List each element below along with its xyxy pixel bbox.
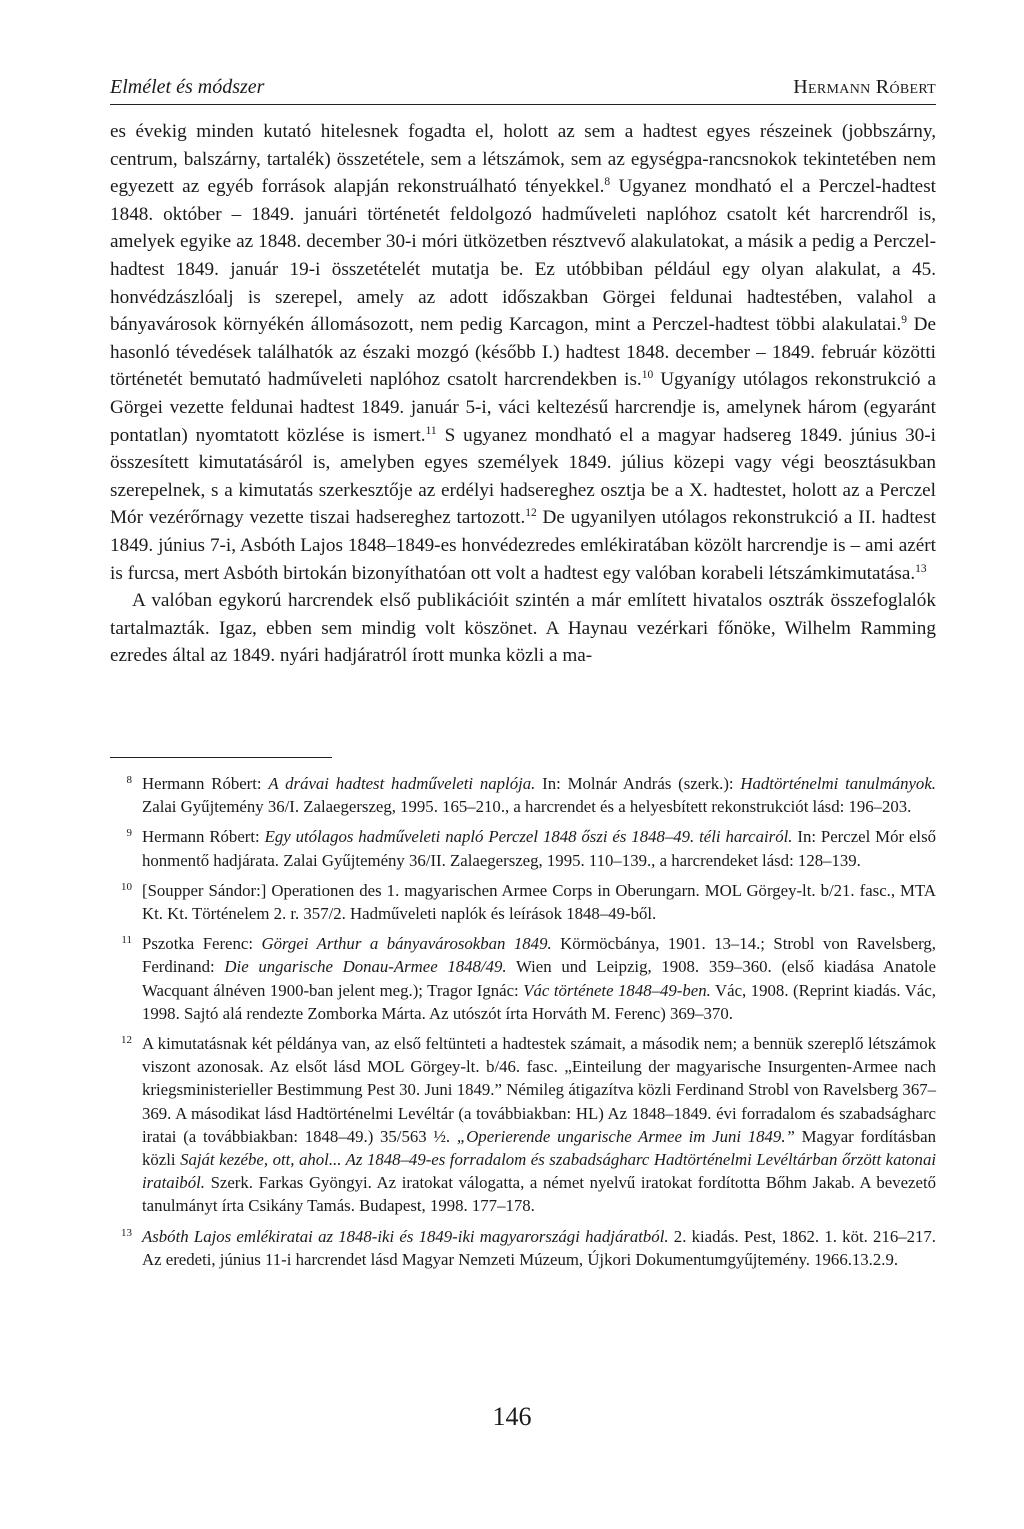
footnote-title: Die ungarische Donau-Armee 1848/49. (224, 957, 507, 977)
footnote (110, 1225, 936, 1271)
footnote (110, 772, 936, 818)
footnote-text: In: Molnár András (szerk.): (535, 774, 741, 793)
footnote-ref: 13 (915, 562, 927, 575)
footnote-text: Szerk. Farkas Gyöngyi. Az iratokat válogatta, a német nyelvű iratokat fordította Bőhm Jakab. A bevezető tanulmányt írta Csikány Tamás. Budapest, 1998. 177–178. (142, 1173, 936, 1216)
page-number: 146 (492, 1402, 532, 1431)
footnote-ref: 11 (425, 424, 437, 437)
text-run: Ugyanígy utólagos rekonstrukció a Görgei vezette feldunai hadtest 1849. január 5-i, váci keltezésű harcrendje is, amelynek három (egyaránt pontatlan) nyomtatott közlése is ismert. (110, 369, 936, 446)
footnote-text: A kimutatásnak két példánya van, az első feltünteti a hadtestek számait, a második nem; a bennük szereplő létszámok viszont azonosak. Az elsőt lásd MOL Görgey-lt. b/46. fasc. „Einteilung der magyarische Insurgenten-Armee nach kriegsministerieller Bestimmung Pest 30. Juni 1849.” Némileg átigazítva közli Ferdinand Strobl von Ravelsberg 367–369. A másodikat lásd Hadtörténelmi Levéltár (a továbbiakban: HL) Az 1848–1849. évi forradalom és szabadságharc iratai (a továbbiakban: 1848–49.) 35/563 ½. (142, 1034, 936, 1146)
paragraph-1 (110, 118, 936, 587)
footnote-number: 13 (121, 1226, 132, 1239)
footnote-ref: 9 (901, 314, 908, 327)
footnote-text: 2. kiadás. Pest, 1862. 1. köt. 216–217. Az eredeti, június 11-i harcrendet lásd Magyar Nemzeti Múzeum, Újkori Dokumentumgyűjtemény. 1966.13.2.9. (142, 1226, 936, 1269)
footnote (110, 825, 936, 871)
text-run: De ugyanilyen utólagos rekonstrukció a II. hadtest 1849. június 7-i, Asbóth Lajos 1848–1849-es honvédezredes emlékiratában közölt harcrendje is – ami azért is furcsa, mert Asbóth birtokán bizonyíthatóan ott volt a hadtest egy valóban korabeli létszámkimutatása. (110, 507, 936, 584)
footnote-title: Görgei Arthur a bányavárosokban 1849. (261, 934, 552, 954)
footnote-text: Vác, 1908. (Reprint kiadás. Vác, 1998. Sajtó alá rendezte Zomborka Márta. Az utószót írta Horváth M. Ferenc) 369–370. (142, 980, 937, 1023)
body-text (110, 118, 936, 670)
footnote-text: Magyar fordításban közli (142, 1126, 936, 1170)
footnote-title: Vác története 1848–49-ben. (523, 980, 711, 1000)
footnote-number: 8 (126, 774, 132, 786)
footnote-title: Egy utólagos hadműveleti napló Perczel 1848 őszi és 1848–49. téli harcairól. (264, 827, 793, 847)
footnote-number: 10 (121, 880, 132, 893)
paragraph-2: A valóban egykorú harcrendek első publikációit szintén a már említett hivatalos osztrák összefoglalók tartalmazták. Igaz, ebben sem mindig volt köszönet. A Haynau vezérkari főnöke, Wilhelm Ramming ezredes által az 1849. nyári hadjáratról írott munka közli a ma- (110, 590, 936, 667)
footnote (110, 879, 936, 925)
footnote-text: Wien und Leipzig, 1908. 359–360. (első kiadása Anatole Wacquant álnéven 1900-ban jelent meg.); Tragor Ignác: (142, 957, 936, 1000)
footnote-text: Pszotka Ferenc: (142, 934, 262, 954)
footnote-text: Hermann Róbert: (142, 774, 269, 793)
author-name: Hermann Róbert (793, 76, 936, 98)
footnote-text: [Soupper Sándor:] Operationen des 1. magyarischen Armee Corps in Oberungarn. MOL Görgey-lt. b/21. fasc., MTA Kt. Kt. Történelem 2. r. 357/2. Hadműveleti naplók és leírások 1848–49-ből. (142, 880, 936, 924)
footnote-ref: 12 (525, 507, 537, 520)
footnote-title: Asbóth Lajos emlékiratai az 1848-iki és 1849-iki magyarországi hadjáratból. (142, 1226, 669, 1246)
footnote-title: A drávai hadtest hadműveleti naplója. (268, 774, 536, 793)
text-run: S ugyanez mondható el a magyar hadsereg 1849. június 30-i összesített kimutatásáról is, amelyben egyes személyek 1849. július közepi vagy végi beosztásukban szerepelnek, s a kimutatás szerkesztője az erdélyi hadsereghez osztja be a X. hadtestet, holott az a Perczel Mór vezérőrnagy vezette tiszai hadsereghez tartozott. (110, 424, 936, 529)
footnote-number: 9 (126, 827, 132, 840)
footnote-text: Hermann Róbert: (142, 827, 265, 847)
footnote-title: Saját kezébe, ott, ahol... Az 1848–49-es forradalom és szabadságharc Hadtörténelmi Levéltárban őrzött katonai irataiból. (142, 1150, 936, 1193)
footnote-separator (110, 757, 332, 758)
footnote (110, 1032, 936, 1218)
footnote-text: In: Perczel Mór első honmentő hadjárata. Zalai Gyűjtemény 36/II. Zalaegerszeg, 1995. 110–139., a harcrendeket lásd: 128–139. (142, 827, 937, 870)
footnotes (110, 772, 936, 1278)
footnote-text: Körmöcbánya, 1901. 13–14.; Strobl von Ravelsberg, Ferdinand: (142, 934, 936, 977)
section-title: Elmélet és módszer (110, 76, 265, 98)
text-run: Ugyanez mondható el a Perczel-hadtest 1848. október – 1849. januári történetét feldolgozó hadműveleti naplóhoz csatolt két harcrendről is, amelyek egyike az 1848. december 30-i móri ütközetben résztvevő alakulatokat, a másik a pedig a Perczel-hadtest 1849. január 19-i összetételét mutatja be. Ez utóbbiban például egy olyan alakulat, a 45. honvédzászlóalj is szerepel, amely az adott időszakban Görgei feldunai hadtestében, valahol a bányavárosok környékén állomásozott, nem pedig Karcagon, mint a Perczel-hadtest többi alakulatai. (110, 176, 936, 336)
text-run: es évekig minden kutató hitelesnek fogadta el, holott az sem a hadtest egyes részeinek (jobbszárny, centrum, balszárny, tartalék) összetétele, sem a létszámok, sem az egységpa-rancsnokok tekintetében nem egyezett az egyéb források alapján rekonstruálható tényekkel. (110, 121, 936, 198)
text-run: De hasonló tévedések találhatók az északi mozgó (később I.) hadtest 1848. december – 1849. február közötti történetét bemutató hadműveleti naplóhoz csatolt harcrendekben is. (110, 314, 937, 391)
footnote (110, 932, 936, 1025)
footnote-title: Hadtörténelmi tanulmányok. (740, 774, 936, 793)
running-head (110, 74, 936, 105)
footnote-title: „Operierende ungarische Armee im Juni 1849.” (456, 1126, 795, 1146)
footnote-text: Zalai Gyűjtemény 36/I. Zalaegerszeg, 1995. 165–210., a harcrendet és a helyesbített rekonstrukciót lásd: 196–203. (142, 797, 912, 817)
footnote-ref: 10 (641, 369, 654, 382)
footnote-ref: 8 (604, 176, 611, 189)
footnote-number: 12 (121, 1034, 132, 1047)
footnote-number: 11 (121, 934, 132, 947)
